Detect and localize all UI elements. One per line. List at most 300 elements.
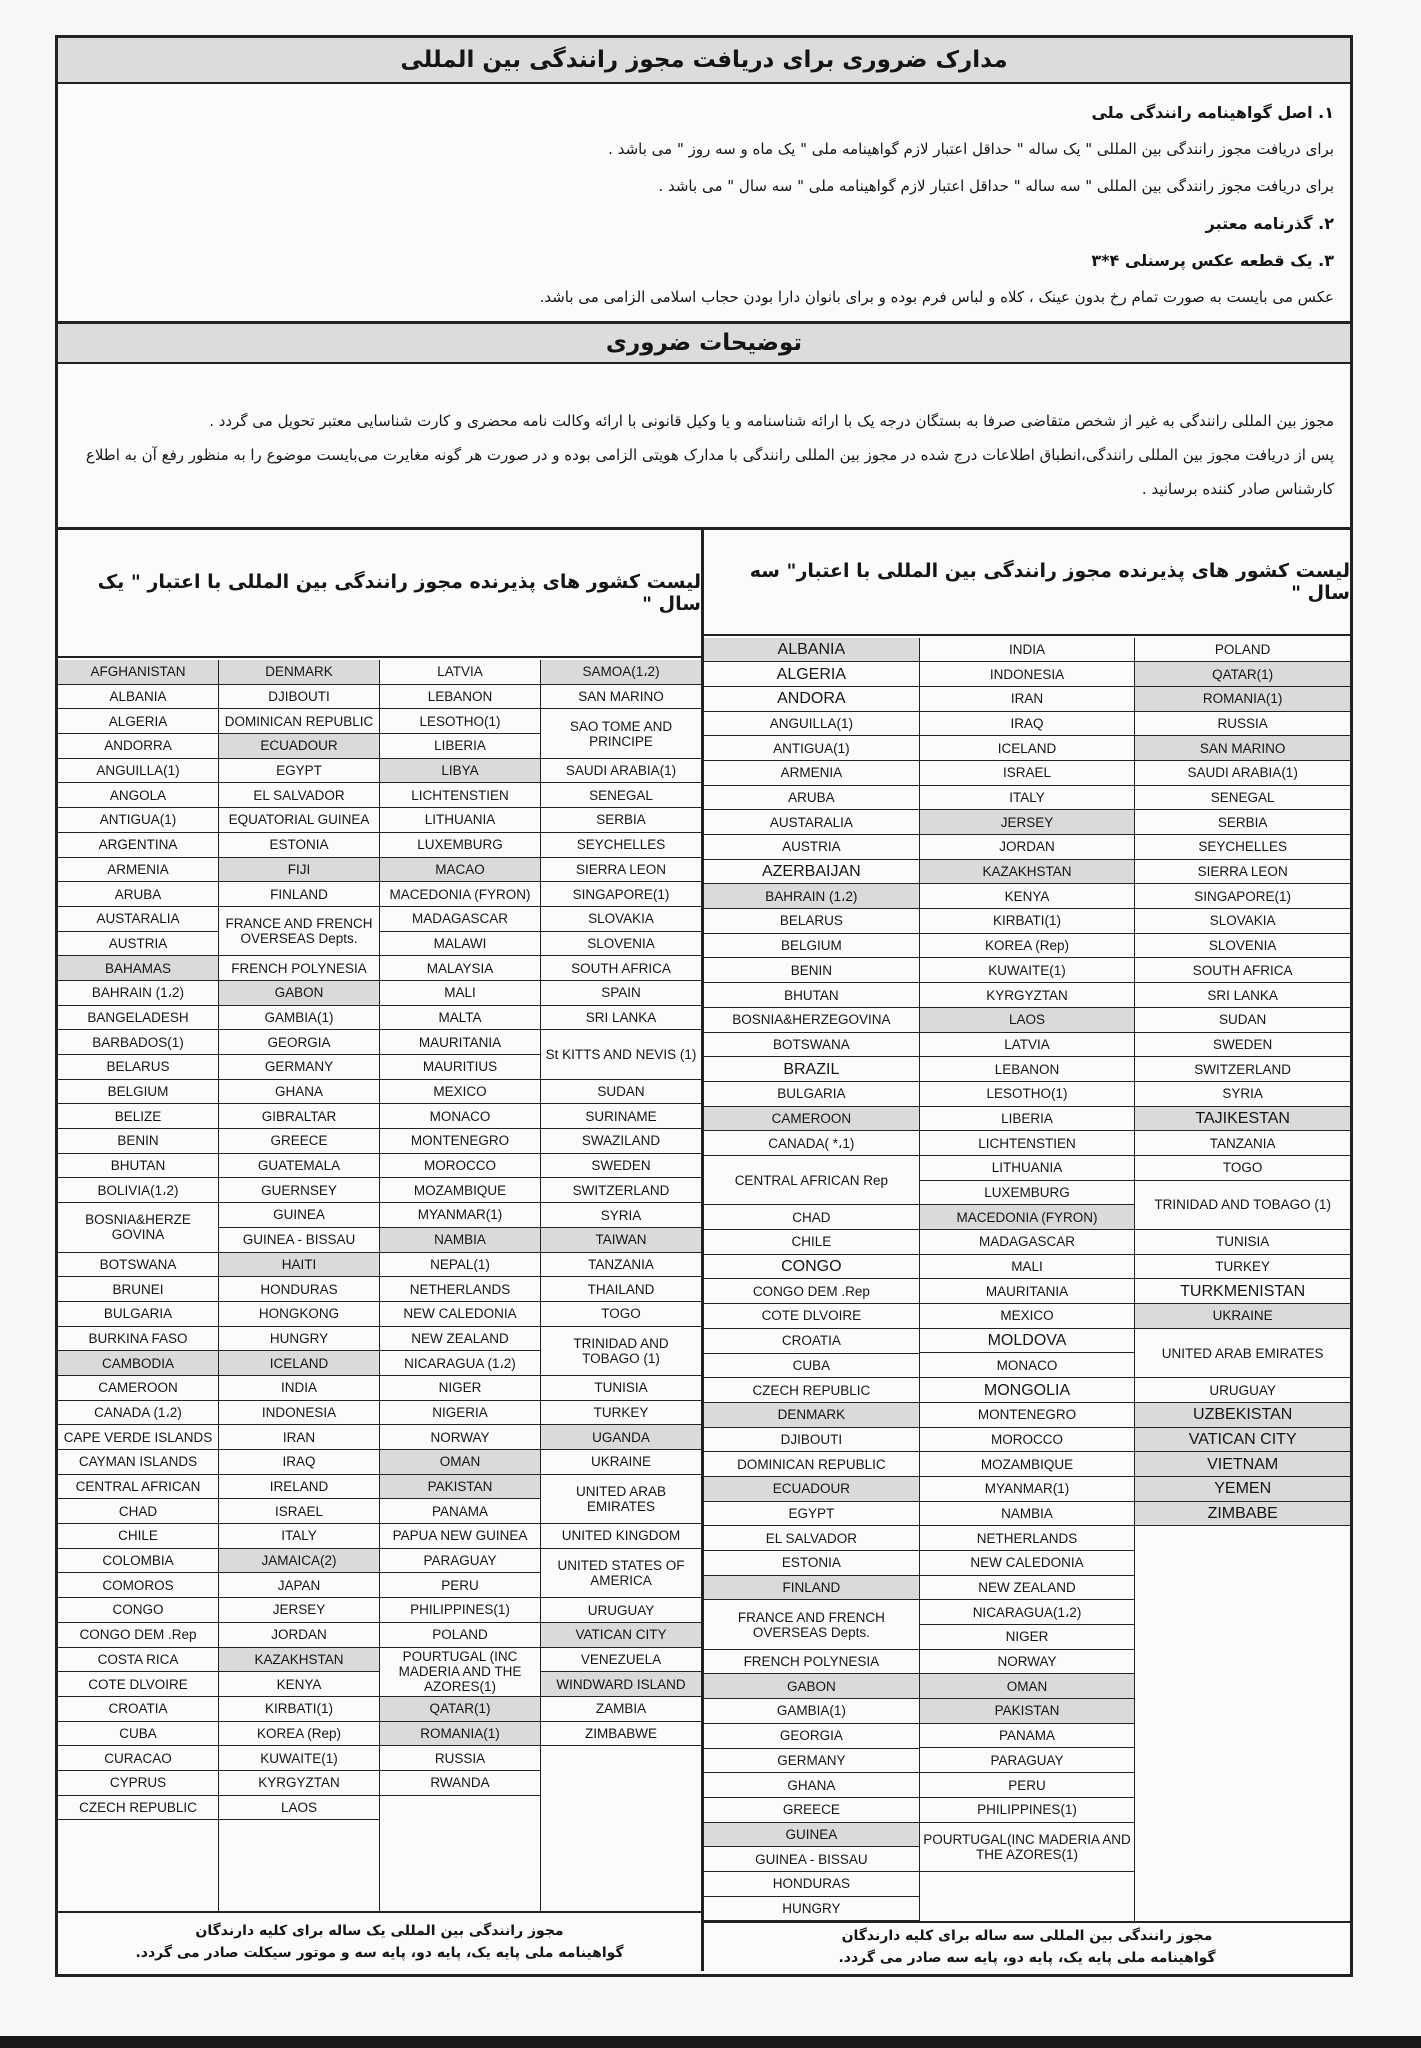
country-cell: PAKISTAN [380, 1475, 540, 1500]
country-cell: HAITI [219, 1253, 379, 1278]
country-cell: NAMBIA [920, 1502, 1135, 1527]
country-cell: LICHTENSTIEN [920, 1131, 1135, 1156]
country-cell: MALTA [380, 1006, 540, 1031]
country-cell: BURKINA FASO [58, 1327, 218, 1352]
country-cell: CONGO [704, 1255, 919, 1280]
country-cell: INDONESIA [219, 1401, 379, 1426]
country-cell: JORDAN [920, 835, 1135, 860]
country-cell: ALBANIA [58, 685, 218, 710]
country-cell: NETHERLANDS [380, 1277, 540, 1302]
country-cell: COTE DLVOIRE [58, 1672, 218, 1697]
country-cell: KYRGYZTAN [219, 1771, 379, 1796]
one-year-columns [58, 658, 701, 1911]
country-cell: CONGO DEM .Rep [704, 1279, 919, 1304]
three-year-title: لیست کشور های پذیرنده مجوز رانندگی بین المللی با اعتبار" سه سال " [704, 530, 1350, 636]
country-cell: IRELAND [219, 1475, 379, 1500]
country-cell: SWAZILAND [541, 1129, 701, 1154]
country-cell: KOREA (Rep) [219, 1722, 379, 1747]
req-item-3-title: ۳. یک قطعه عکس پرسنلی ۴*۳ [1091, 251, 1334, 270]
country-cell: BOTSWANA [58, 1253, 218, 1278]
country-cell: ANGOLA [58, 783, 218, 808]
country-cell: NIGER [380, 1376, 540, 1401]
country-cell: FINLAND [704, 1576, 919, 1601]
country-cell: GUATEMALA [219, 1154, 379, 1179]
country-cell: PERU [380, 1573, 540, 1598]
country-cell: ITALY [920, 786, 1135, 811]
country-cell: KIRBATI(1) [920, 909, 1135, 934]
country-cell: TRINIDAD AND TOBAGO (1) [541, 1327, 701, 1376]
country-cell: PAPUA NEW GUINEA [380, 1524, 540, 1549]
country-cell: SEYCHELLES [1135, 835, 1350, 860]
country-cell: CUBA [58, 1722, 218, 1747]
country-cell: FIJI [219, 858, 379, 883]
country-cell: CROATIA [58, 1697, 218, 1722]
country-cell: KUWAITE(1) [219, 1746, 379, 1771]
country-cell: BOSNIA&HERZE GOVINA [58, 1203, 218, 1252]
country-cell: SWEDEN [1135, 1033, 1350, 1058]
country-cell: BENIN [58, 1129, 218, 1154]
country-cell: FRENCH POLYNESIA [219, 956, 379, 981]
country-cell: OMAN [380, 1450, 540, 1475]
country-cell: SERBIA [541, 808, 701, 833]
country-cell: ICELAND [219, 1351, 379, 1376]
country-cell: MONACO [920, 1353, 1135, 1378]
country-cell: ANDORA [704, 687, 919, 712]
country-cell: DJIBOUTI [219, 685, 379, 710]
country-cell: LIBERIA [920, 1107, 1135, 1132]
country-cell: NICARAGUA(1،2) [920, 1600, 1135, 1625]
country-cell: SOUTH AFRICA [541, 956, 701, 981]
country-cell: KYRGYZTAN [920, 983, 1135, 1008]
country-cell: GREECE [219, 1129, 379, 1154]
country-cell: MACEDONIA (FYRON) [380, 882, 540, 907]
country-cell: MAURITANIA [380, 1030, 540, 1055]
country-cell: BHUTAN [704, 983, 919, 1008]
country-cell: BELIZE [58, 1104, 218, 1129]
country-cell: SENEGAL [541, 783, 701, 808]
country-cell: TURKMENISTAN [1135, 1279, 1350, 1304]
country-cell: MALI [380, 981, 540, 1006]
country-cell: CHAD [58, 1499, 218, 1524]
country-cell: GERMANY [219, 1055, 379, 1080]
req-item-2-title: ۲. گذرنامه معتبر [1205, 214, 1334, 233]
country-cell: BAHAMAS [58, 956, 218, 981]
country-cell: VIETNAM [1135, 1452, 1350, 1477]
req-item-1-title: ۱. اصل گواهینامه رانندگی ملی [1091, 103, 1334, 122]
country-cell: GAMBIA(1) [219, 1006, 379, 1031]
country-cell: DOMINICAN REPUBLIC [219, 709, 379, 734]
country-cell: ANTIGUA(1) [58, 808, 218, 833]
country-cell: BELARUS [704, 909, 919, 934]
country-cell: JAPAN [219, 1573, 379, 1598]
country-cell: GABON [219, 981, 379, 1006]
country-cell: ECUADOUR [219, 734, 379, 759]
country-cell: St KITTS AND NEVIS (1) [541, 1030, 701, 1079]
country-cell: KIRBATI(1) [219, 1697, 379, 1722]
country-cell: NEPAL(1) [380, 1253, 540, 1278]
country-cell: MOZAMBIQUE [380, 1178, 540, 1203]
country-cell: NICARAGUA (1،2) [380, 1351, 540, 1376]
country-cell: JERSEY [920, 810, 1135, 835]
notes-title: توضیحات ضروری [58, 324, 1350, 364]
country-cell: POLAND [380, 1623, 540, 1648]
country-cell: WINDWARD ISLAND [541, 1672, 701, 1697]
country-cell: HONDURAS [219, 1277, 379, 1302]
country-cell: GUINEA - BISSAU [219, 1228, 379, 1253]
country-cell: ARMENIA [58, 858, 218, 883]
country-cell: CONGO DEM .Rep [58, 1623, 218, 1648]
country-cell: ESTONIA [704, 1551, 919, 1576]
country-cell: SLOVENIA [541, 932, 701, 957]
country-cell: INDONESIA [920, 662, 1135, 687]
country-cell: UKRAINE [541, 1450, 701, 1475]
country-cell: CUBA [704, 1354, 919, 1379]
country-cell: MAURITANIA [920, 1279, 1135, 1304]
country-cell: SEYCHELLES [541, 833, 701, 858]
country-cell: CURACAO [58, 1746, 218, 1771]
country-cell: SAN MARINO [541, 685, 701, 710]
country-cell: BELGIUM [704, 934, 919, 959]
country-cell: MALAYSIA [380, 956, 540, 981]
country-cell: MOROCCO [380, 1154, 540, 1179]
country-cell: PHILIPPINES(1) [920, 1798, 1135, 1823]
note-line-1: مجوز بین المللی رانندگی به غیر از شخص متقاضی صرفا به بستگان درجه یک با ارائه شناسنامه و یا وکیل قانونی با ارائه وکالت نامه محضری و کارت شناسایی معتبر تحویل می گردد . [209, 412, 1334, 430]
country-cell: GHANA [219, 1080, 379, 1105]
country-cell: SRI LANKA [1135, 983, 1350, 1008]
country-cell: ISRAEL [920, 761, 1135, 786]
country-cell: KOREA (Rep) [920, 934, 1135, 959]
country-cell: POURTUGAL (INC MADERIA AND THE AZORES(1) [380, 1648, 540, 1697]
country-cell: ALGERIA [58, 709, 218, 734]
one-year-footer-line-2: گواهینامه ملی پایه یک، پایه دو، پایه سه و موتور سیکلت صادر می گردد. [135, 1945, 624, 1961]
country-cell: MONGOLIA [920, 1378, 1135, 1403]
country-cell: HONDURAS [704, 1872, 919, 1897]
one-year-column [218, 660, 379, 1911]
country-cell: AUSTRIA [704, 835, 919, 860]
country-cell: ALBANIA [704, 638, 919, 663]
country-cell: ANGUILLA(1) [58, 759, 218, 784]
country-cell: ECUADOUR [704, 1477, 919, 1502]
one-year-column [58, 660, 218, 1911]
country-cell: TUNISIA [541, 1376, 701, 1401]
country-cell: BANGELADESH [58, 1006, 218, 1031]
country-cell: GEORGIA [704, 1724, 919, 1749]
country-cell: LIBERIA [380, 734, 540, 759]
country-cell: EL SALVADOR [704, 1526, 919, 1551]
country-cell: CANADA (1،2) [58, 1401, 218, 1426]
country-cell: AUSTARALIA [704, 810, 919, 835]
country-cell: UKRAINE [1135, 1304, 1350, 1329]
country-cell: VATICAN CITY [1135, 1428, 1350, 1453]
country-cell: CHILE [58, 1524, 218, 1549]
country-cell: MONTENEGRO [380, 1129, 540, 1154]
country-cell: TANZANIA [541, 1253, 701, 1278]
country-cell: NEW CALEDONIA [380, 1302, 540, 1327]
three-year-footer-line-1: مجوز رانندگی بین المللی سه ساله برای کلیه دارندگان [841, 1928, 1213, 1945]
country-cell: ZIMBABWE [541, 1722, 701, 1747]
country-cell: CENTRAL AFRICAN Rep [704, 1156, 919, 1205]
country-cell: BRUNEI [58, 1277, 218, 1302]
country-cell: TAIWAN [541, 1228, 701, 1253]
country-cell: NORWAY [920, 1650, 1135, 1675]
country-cell: BOSNIA&HERZEGOVINA [704, 1008, 919, 1033]
country-cell: ZAMBIA [541, 1697, 701, 1722]
country-cell: CHILE [704, 1230, 919, 1255]
country-cell: MONACO [380, 1104, 540, 1129]
country-cell: UNITED ARAB EMIRATES [1135, 1329, 1350, 1378]
country-cell: ARUBA [704, 786, 919, 811]
country-cell: BENIN [704, 958, 919, 983]
country-cell: SINGAPORE(1) [1135, 884, 1350, 909]
country-cell: EGYPT [219, 759, 379, 784]
country-cell: EQUATORIAL GUINEA [219, 808, 379, 833]
country-cell: PANAMA [920, 1724, 1135, 1749]
country-cell: JAMAICA(2) [219, 1549, 379, 1574]
country-cell: ROMANIA(1) [1135, 687, 1350, 712]
country-cell: ARGENTINA [58, 833, 218, 858]
country-cell: MONTENEGRO [920, 1403, 1135, 1428]
notes-section [58, 364, 1350, 530]
country-cell: KUWAITE(1) [920, 958, 1135, 983]
country-cell: COTE DLVOIRE [704, 1304, 919, 1329]
note-line-2: پس از دریافت مجوز بین المللی رانندگی،انطباق اطلاعات درج شده در مجوز بین المللی رانندگی با مدارک هویتی الزامی بوده و در صورت هر گونه مغایرت می‌بایست موضوع را به منظور رفع آن به اطلاع [85, 446, 1334, 464]
country-cell: ARMENIA [704, 761, 919, 786]
country-cell: CENTRAL AFRICAN [58, 1475, 218, 1500]
country-cell: INDIA [219, 1376, 379, 1401]
scan-edge [0, 2036, 1421, 2048]
country-cell: LEBANON [380, 685, 540, 710]
country-cell: MAURITIUS [380, 1055, 540, 1080]
country-cell: BULGARIA [704, 1082, 919, 1107]
country-cell: PERU [920, 1773, 1135, 1798]
one-year-column [379, 660, 540, 1911]
country-cell: TUNISIA [1135, 1230, 1350, 1255]
one-year-footer [58, 1911, 701, 1971]
country-cell: KENYA [219, 1672, 379, 1697]
country-cell: DJIBOUTI [704, 1428, 919, 1453]
one-year-panel [58, 530, 704, 1971]
country-cell: PAKISTAN [920, 1699, 1135, 1724]
country-cell: UGANDA [541, 1425, 701, 1450]
country-cell: LAOS [920, 1008, 1135, 1033]
country-cell: ARUBA [58, 882, 218, 907]
country-cell: MADAGASCAR [380, 907, 540, 932]
country-cell: SYRIA [541, 1203, 701, 1228]
country-cell: TOGO [541, 1302, 701, 1327]
country-cell: MALAWI [380, 932, 540, 957]
three-year-column [1134, 638, 1350, 1922]
country-cell: SUDAN [1135, 1008, 1350, 1033]
country-cell: MOLDOVA [920, 1329, 1135, 1354]
country-cell: SWITZERLAND [1135, 1057, 1350, 1082]
country-cell: NEW CALEDONIA [920, 1551, 1135, 1576]
country-cell: GABON [704, 1674, 919, 1699]
country-cell: TRINIDAD AND TOBAGO (1) [1135, 1181, 1350, 1230]
country-cell: VATICAN CITY [541, 1623, 701, 1648]
country-cell: UNITED ARAB EMIRATES [541, 1475, 701, 1524]
country-cell: CONGO [58, 1598, 218, 1623]
country-cell: LAOS [219, 1796, 379, 1821]
country-cell: FRENCH POLYNESIA [704, 1650, 919, 1675]
country-cell: LESOTHO(1) [380, 709, 540, 734]
country-cell: GUINEA - BISSAU [704, 1847, 919, 1872]
country-cell: COSTA RICA [58, 1648, 218, 1673]
country-cell: LUXEMBURG [920, 1181, 1135, 1206]
country-cell: SAN MARINO [1135, 736, 1350, 761]
req-item-3-line: عکس می بایست به صورت تمام رخ بدون عینک ، کلاه و لباس فرم بوده و برای بانوان دارا بودن حجاب اسلامی الزامی می باشد. [539, 288, 1334, 306]
country-cell: SIERRA LEON [541, 858, 701, 883]
country-cell: GUINEA [219, 1203, 379, 1228]
country-cell: SWITZERLAND [541, 1178, 701, 1203]
req-item-1-line-1: برای دریافت مجوز رانندگی بین المللی " یک ساله " حداقل اعتبار لازم گواهینامه ملی " یک ماه و سه روز " می باشد . [608, 140, 1334, 158]
country-cell: RWANDA [380, 1771, 540, 1796]
country-cell: JERSEY [219, 1598, 379, 1623]
country-cell: ANGUILLA(1) [704, 712, 919, 737]
country-cell: SAUDI ARABIA(1) [541, 759, 701, 784]
country-cell: CAYMAN ISLANDS [58, 1450, 218, 1475]
country-cell: GIBRALTAR [219, 1104, 379, 1129]
country-cell: SWEDEN [541, 1154, 701, 1179]
country-cell: CAMEROON [58, 1376, 218, 1401]
country-cell: LICHTENSTIEN [380, 783, 540, 808]
country-cell: SPAIN [541, 981, 701, 1006]
country-cell: DOMINICAN REPUBLIC [704, 1452, 919, 1477]
country-cell: NEW ZEALAND [380, 1327, 540, 1352]
country-cell: SLOVAKIA [1135, 909, 1350, 934]
country-cell: LIBYA [380, 759, 540, 784]
country-cell: SRI LANKA [541, 1006, 701, 1031]
country-cell: UNITED KINGDOM [541, 1524, 701, 1549]
country-cell: QATAR(1) [1135, 662, 1350, 687]
country-cell: SIERRA LEON [1135, 860, 1350, 885]
country-cell: SUDAN [541, 1080, 701, 1105]
country-cell: IRAQ [219, 1450, 379, 1475]
country-cell: POURTUGAL(INC MADERIA AND THE AZORES(1) [920, 1823, 1135, 1872]
country-cell: LEBANON [920, 1057, 1135, 1082]
three-year-column [919, 638, 1135, 1922]
country-cell: SINGAPORE(1) [541, 882, 701, 907]
req-item-1-line-2: برای دریافت مجوز رانندگی بین المللی " سه ساله " حداقل اعتبار لازم گواهینامه ملی " سه سال " می باشد . [658, 177, 1334, 195]
three-year-column [704, 638, 919, 1922]
country-cell: TANZANIA [1135, 1131, 1350, 1156]
country-cell: AZERBAIJAN [704, 860, 919, 885]
country-cell: FRANCE AND FRENCH OVERSEAS Depts. [219, 907, 379, 956]
country-cell: OMAN [920, 1674, 1135, 1699]
document-frame [55, 35, 1353, 1977]
country-cell: COMOROS [58, 1573, 218, 1598]
country-cell: ROMANIA(1) [380, 1722, 540, 1747]
country-cell: JORDAN [219, 1623, 379, 1648]
country-cell: PANAMA [380, 1499, 540, 1524]
country-cell: YEMEN [1135, 1477, 1350, 1502]
country-cell: MACEDONIA (FYRON) [920, 1205, 1135, 1230]
country-cell: TURKEY [1135, 1255, 1350, 1280]
three-year-footer [704, 1921, 1350, 1971]
country-cell: HUNGRY [219, 1327, 379, 1352]
country-cell: GAMBIA(1) [704, 1699, 919, 1724]
country-cell: IRAN [219, 1425, 379, 1450]
country-cell: SENEGAL [1135, 786, 1350, 811]
country-cell: NEW ZEALAND [920, 1576, 1135, 1601]
country-cell: MACAO [380, 858, 540, 883]
one-year-column [540, 660, 701, 1911]
country-cell: BAHRAIN (1،2) [58, 981, 218, 1006]
country-cell: GEORGIA [219, 1030, 379, 1055]
country-cell: FRANCE AND FRENCH OVERSEAS Depts. [704, 1600, 919, 1649]
country-cell: KENYA [920, 884, 1135, 909]
requirements-section [58, 84, 1350, 324]
three-year-columns [704, 636, 1350, 1922]
country-cell: BELARUS [58, 1055, 218, 1080]
country-cell: LITHUANIA [380, 808, 540, 833]
country-cell: LESOTHO(1) [920, 1082, 1135, 1107]
country-cell: VENEZUELA [541, 1648, 701, 1673]
country-cell: ESTONIA [219, 833, 379, 858]
country-cell: BOTSWANA [704, 1033, 919, 1058]
country-cell: EGYPT [704, 1502, 919, 1527]
country-cell: AFGHANISTAN [58, 660, 218, 685]
country-cell: SYRIA [1135, 1082, 1350, 1107]
country-cell: SAUDI ARABIA(1) [1135, 761, 1350, 786]
country-cell: DENMARK [704, 1403, 919, 1428]
country-cell: CAPE VERDE ISLANDS [58, 1425, 218, 1450]
country-cell: RUSSIA [380, 1746, 540, 1771]
country-cell: CAMEROON [704, 1107, 919, 1132]
country-lists [58, 530, 1350, 1971]
country-cell: BRAZIL [704, 1057, 919, 1082]
one-year-footer-line-1: مجوز رانندگی بین المللی یک ساله برای کلیه دارندگان [195, 1923, 564, 1939]
country-cell: FINLAND [219, 882, 379, 907]
country-cell: UZBEKISTAN [1135, 1403, 1350, 1428]
country-cell: INDIA [920, 638, 1135, 663]
three-year-panel [704, 530, 1350, 1971]
country-cell: AUSTARALIA [58, 907, 218, 932]
country-cell: GUERNSEY [219, 1178, 379, 1203]
three-year-footer-line-2: گواهینامه ملی پایه یک، پایه دو، پایه سه صادر می گردد. [838, 1950, 1216, 1967]
country-cell: GHANA [704, 1773, 919, 1798]
country-cell: TURKEY [541, 1401, 701, 1426]
country-cell: ANTIGUA(1) [704, 736, 919, 761]
country-cell: CAMBODIA [58, 1351, 218, 1376]
country-cell: THAILAND [541, 1277, 701, 1302]
country-cell: EL SALVADOR [219, 783, 379, 808]
note-line-3: کارشناس صادر کننده برسانید . [1141, 480, 1334, 498]
country-cell: AUSTRIA [58, 932, 218, 957]
country-cell: ICELAND [920, 736, 1135, 761]
country-cell: DENMARK [219, 660, 379, 685]
country-cell: BARBADOS(1) [58, 1030, 218, 1055]
country-cell: CROATIA [704, 1329, 919, 1354]
country-cell: ALGERIA [704, 662, 919, 687]
country-cell: POLAND [1135, 638, 1350, 663]
country-cell: BELGIUM [58, 1080, 218, 1105]
country-cell: BULGARIA [58, 1302, 218, 1327]
country-cell: UNITED STATES OF AMERICA [541, 1549, 701, 1598]
country-cell: SURINAME [541, 1104, 701, 1129]
country-cell: CYPRUS [58, 1771, 218, 1796]
country-cell: LITHUANIA [920, 1156, 1135, 1181]
country-cell: ISRAEL [219, 1499, 379, 1524]
country-cell: COLOMBIA [58, 1549, 218, 1574]
country-cell: NETHERLANDS [920, 1526, 1135, 1551]
country-cell: CHAD [704, 1205, 919, 1230]
country-cell: LUXEMBURG [380, 833, 540, 858]
country-cell: ZIMBABE [1135, 1502, 1350, 1527]
country-cell: CZECH REPUBLIC [58, 1796, 218, 1821]
country-cell: SOUTH AFRICA [1135, 958, 1350, 983]
country-cell: LATVIA [380, 660, 540, 685]
country-cell: RUSSIA [1135, 712, 1350, 737]
